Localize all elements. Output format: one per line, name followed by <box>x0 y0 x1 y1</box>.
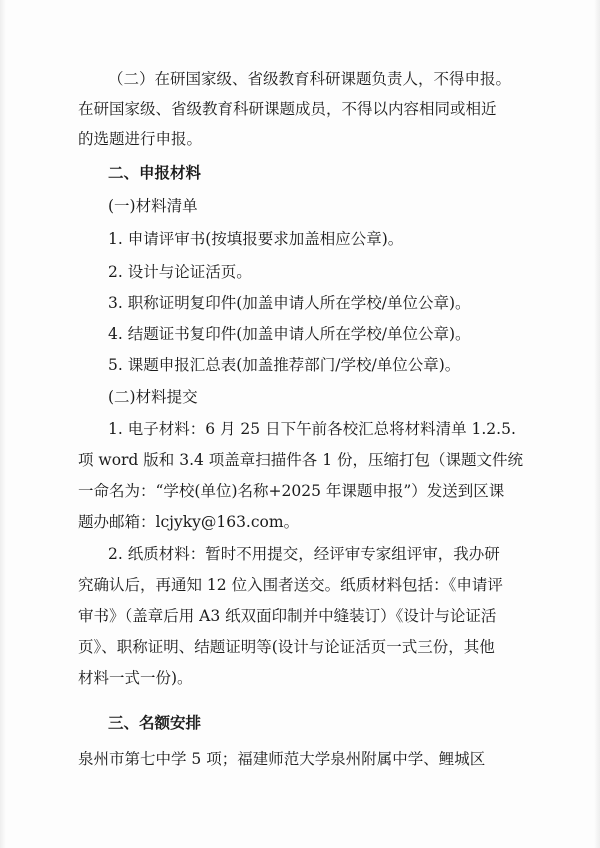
paragraph-line: 1. 电子材料：6 月 25 日下午前各校汇总将材料清单 1.2.5. <box>108 420 516 438</box>
paragraph-line: 审书》（盖章后用 A3 纸双面印制并中缝装订）《设计与论证活 <box>78 607 497 625</box>
subheading-list: (一)材料清单 <box>108 197 198 215</box>
list-item: 2. 设计与论证活页。 <box>108 263 252 281</box>
paragraph-line: 泉州市第七中学 5 项；福建师范大学泉州附属中学、鲤城区 <box>78 750 486 768</box>
paragraph-line: 究确认后，再通知 12 位入围者送交。纸质材料包括：《申请评 <box>78 576 503 594</box>
paragraph-line: 的选题进行申报。 <box>78 130 203 148</box>
paragraph-line: （二）在研国家级、省级教育科研课题负责人，不得申报。 <box>108 70 512 88</box>
subheading-submit: (二)材料提交 <box>108 388 198 406</box>
paragraph-line: 材料一式一份)。 <box>78 669 193 687</box>
list-item: 4. 结题证书复印件(加盖申请人所在学校/单位公章)。 <box>108 325 471 343</box>
paragraph-line: 2. 纸质材料：暂时不用提交，经评审专家组评审，我办研 <box>108 545 500 563</box>
paragraph-line: 在研国家级、省级教育科研课题成员，不得以内容相同或相近 <box>78 100 497 118</box>
scan-edge-left <box>0 0 6 848</box>
list-item: 1. 申请评审书(按填报要求加盖相应公章)。 <box>108 230 404 248</box>
section-heading-materials: 二、申报材料 <box>108 163 202 182</box>
list-item: 5. 课题申报汇总表(加盖推荐部门/学校/单位公章)。 <box>108 356 461 374</box>
paragraph-line: 题办邮箱：lcjyky@163.com。 <box>78 513 300 531</box>
section-heading-quota: 三、名额安排 <box>108 713 202 732</box>
list-item: 3. 职称证明复印件(加盖申请人所在学校/单位公章)。 <box>108 294 471 312</box>
paragraph-line: 一命名为：“学校(单位)名称+2025 年课题申报”）发送到区课 <box>78 482 505 500</box>
scan-edge-right <box>594 0 600 848</box>
paragraph-line: 项 word 版和 3.4 项盖章扫描件各 1 份，压缩打包（课题文件统 <box>78 451 524 469</box>
paragraph-line: 页》、职称证明、结题证明等(设计与论证活页一式三份，其他 <box>78 638 495 656</box>
